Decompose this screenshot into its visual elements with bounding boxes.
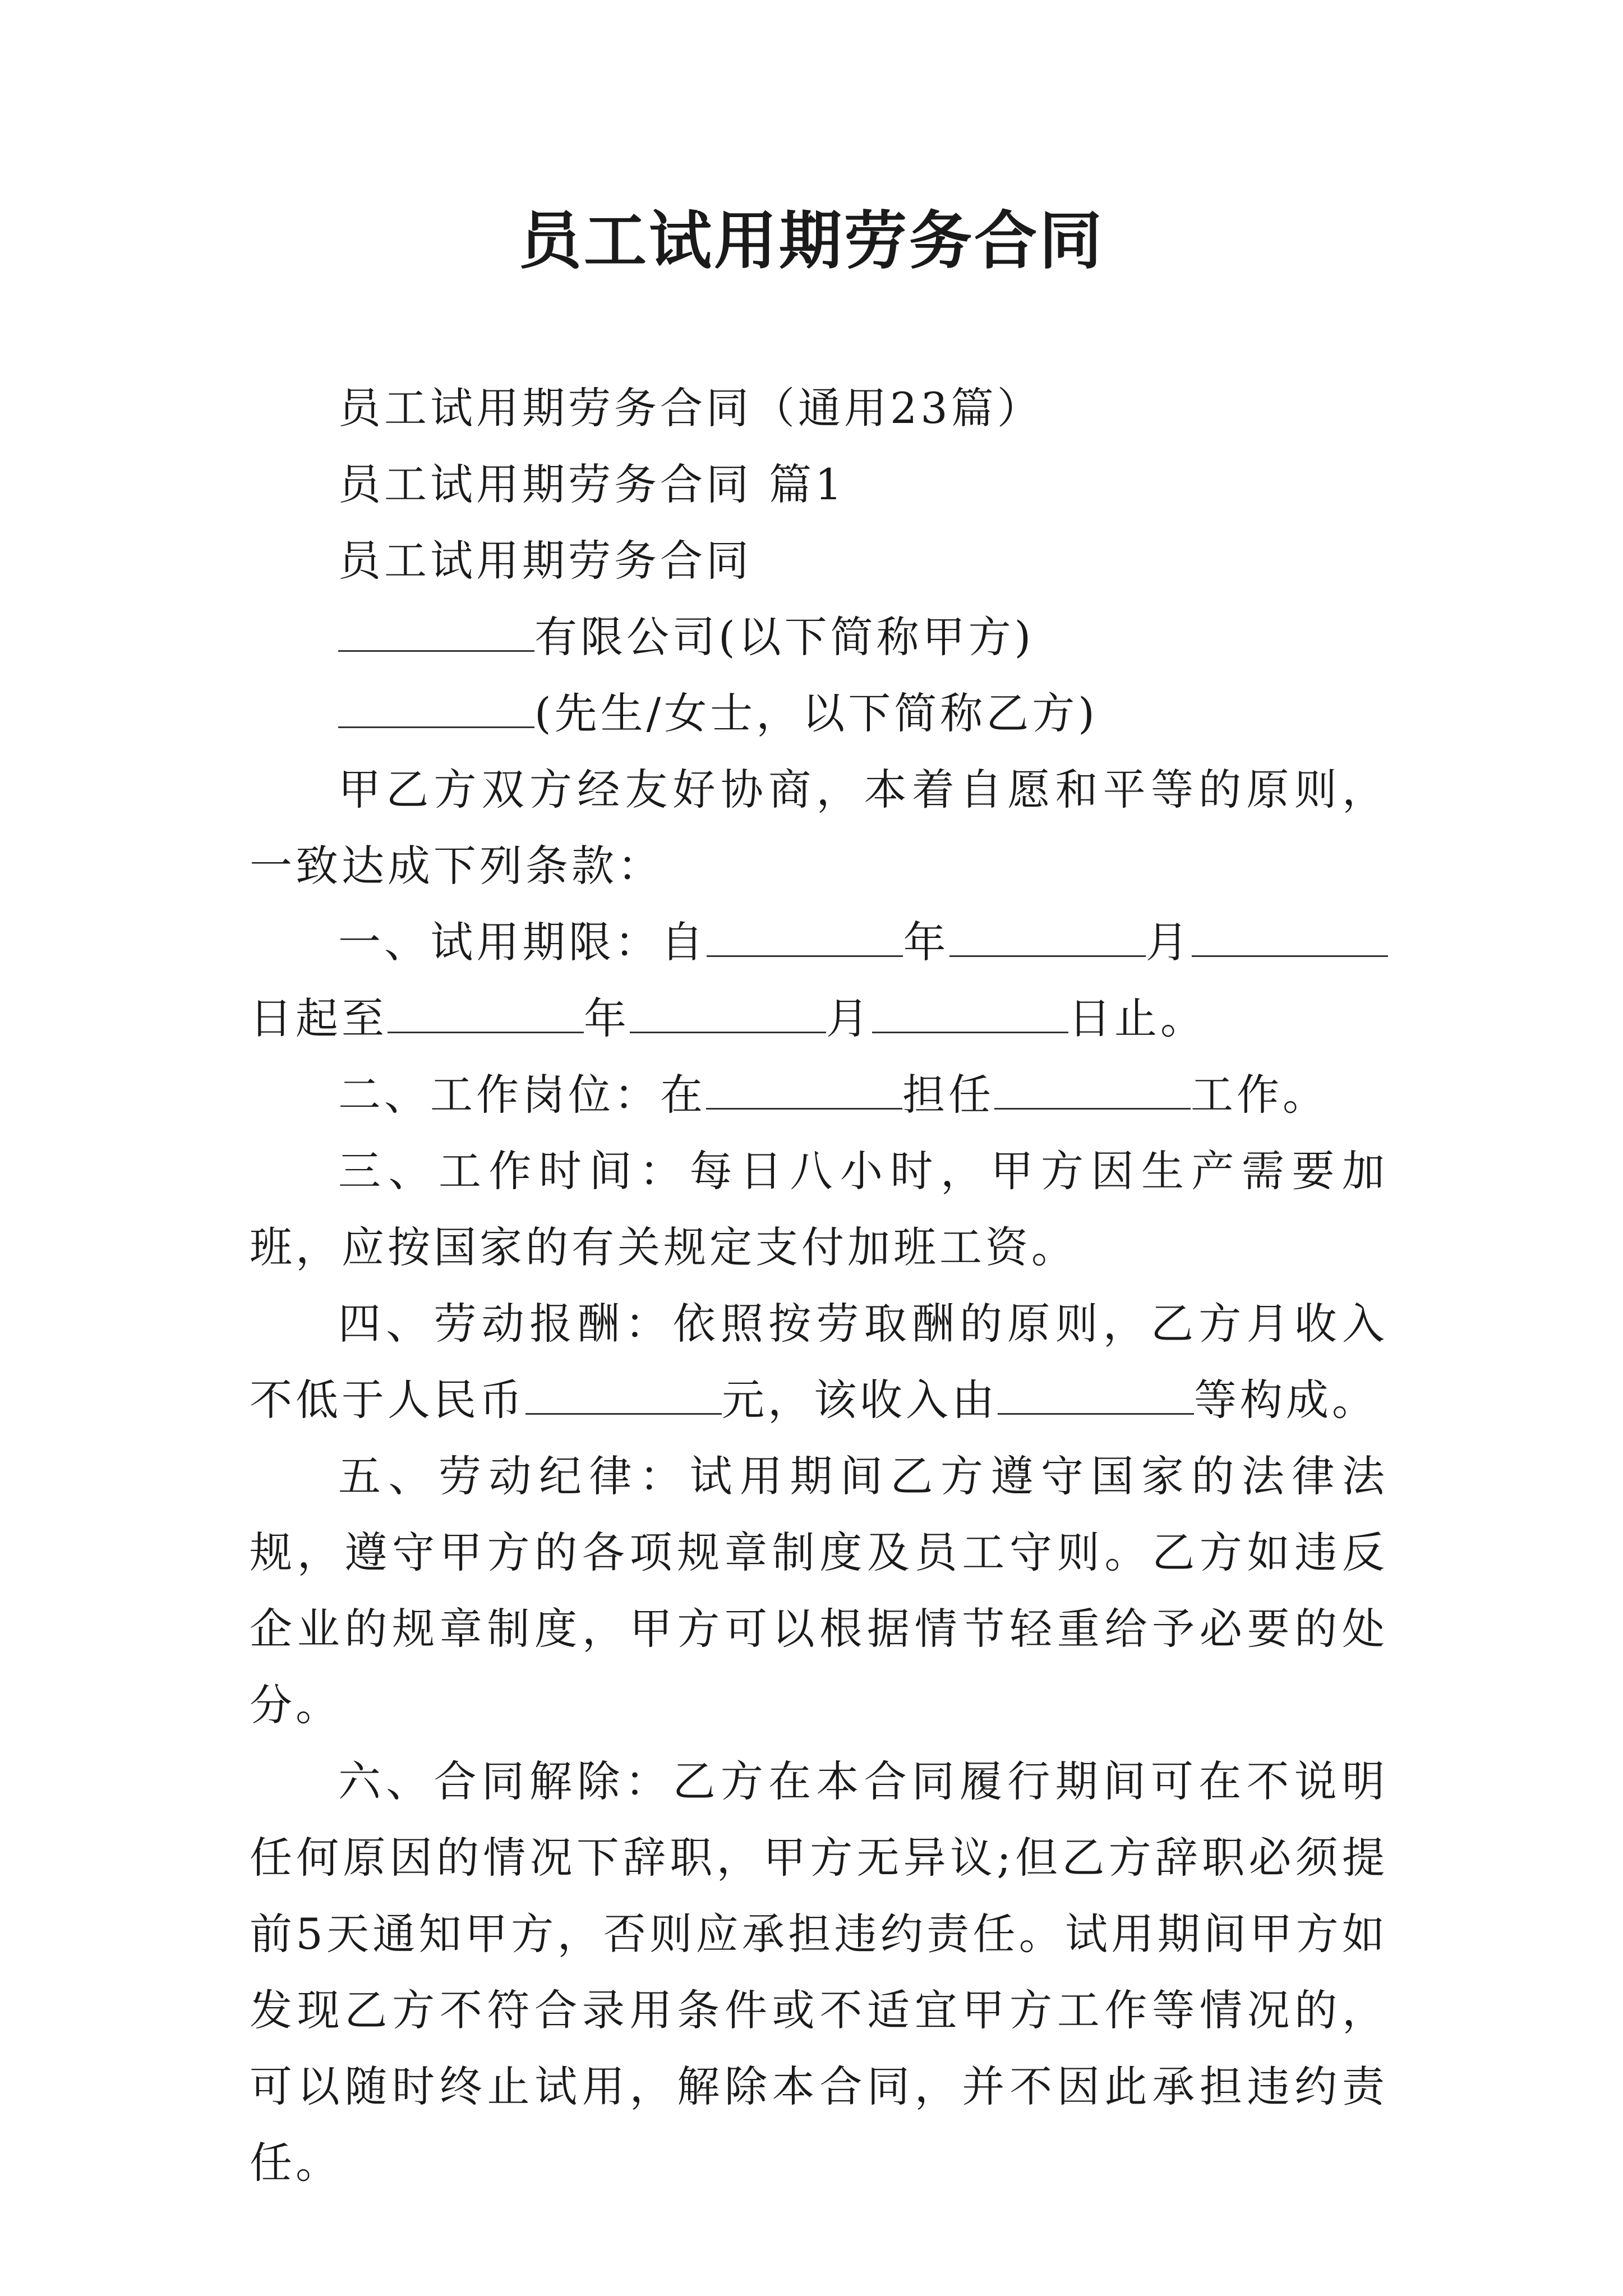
clause-1-text: 一、试用期限：自 <box>338 917 707 967</box>
clause-4-text-2: 元，该收入由 <box>722 1375 998 1425</box>
blank <box>707 915 903 957</box>
blank <box>872 991 1068 1033</box>
party-a-text: 有限公司(以下简称甲方) <box>534 612 1035 662</box>
clause-4-text: 四、劳动报酬：依照按劳取酬的原则，乙方月收入不低于人民币 <box>250 1299 1388 1425</box>
clause-1-year-2: 年 <box>584 993 630 1043</box>
clause-1 <box>250 904 1388 1057</box>
heading-doc: 员工试用期劳务合同 <box>338 536 752 586</box>
blank <box>998 1373 1194 1415</box>
blank <box>630 991 826 1033</box>
party-a-line <box>250 599 1388 675</box>
clause-4 <box>250 1286 1388 1438</box>
blank <box>1192 915 1388 957</box>
blank <box>525 1373 722 1415</box>
clause-3: 三、工作时间：每日八小时，甲方因生产需要加班，应按国家的有关规定支付加班工资。 <box>250 1146 1388 1272</box>
clause-2-end: 工作。 <box>1191 1070 1329 1120</box>
heading-general: 员工试用期劳务合同（通用23篇） <box>338 383 1043 433</box>
clause-5: 五、劳动纪律：试用期间乙方遵守国家的法律法规，遵守甲方的各项规章制度及员工守则。乙方如违反企业的规章制度，甲方可以根据情节轻重给予必要的处分。 <box>250 1451 1388 1730</box>
blank <box>994 1068 1191 1110</box>
blank <box>949 915 1146 957</box>
document-title: 员工试用期劳务合同 <box>519 204 1104 278</box>
clause-1-month: 月 <box>1145 917 1192 967</box>
clause-6: 六、合同解除：乙方在本合同履行期间可在不说明任何原因的情况下辞职，甲方无异议;但乙方辞职必须提前5天通知甲方，否则应承担违约责任。试用期间甲方如发现乙方不符合录用条件或不适宜甲方工作等情况的，可以随时终止试用，解除本合同，并不因此承担违约责任。 <box>250 1756 1388 2188</box>
clause-2-text: 二、工作岗位：在 <box>338 1070 706 1120</box>
party-a-blank <box>338 610 534 652</box>
clause-2 <box>250 1057 1388 1133</box>
clause-1-text-2: 日起至 <box>250 993 388 1043</box>
heading-part: 员工试用期劳务合同 篇1 <box>338 459 846 509</box>
intro-paragraph: 甲乙方双方经友好协商，本着自愿和平等的原则，一致达成下列条款： <box>250 765 1388 891</box>
clause-4-end: 等构成。 <box>1194 1375 1378 1425</box>
blank <box>706 1068 902 1110</box>
blank <box>388 991 584 1033</box>
party-b-text: (先生/女士，以下简称乙方) <box>534 688 1098 738</box>
clause-1-year: 年 <box>903 917 949 967</box>
clause-2-text-2: 担任 <box>902 1070 994 1120</box>
document-body <box>250 370 1388 2201</box>
party-b-blank <box>338 686 534 728</box>
party-b-line <box>250 675 1388 752</box>
clause-1-end: 日止。 <box>1068 993 1206 1043</box>
clause-1-month-2: 月 <box>826 993 872 1043</box>
